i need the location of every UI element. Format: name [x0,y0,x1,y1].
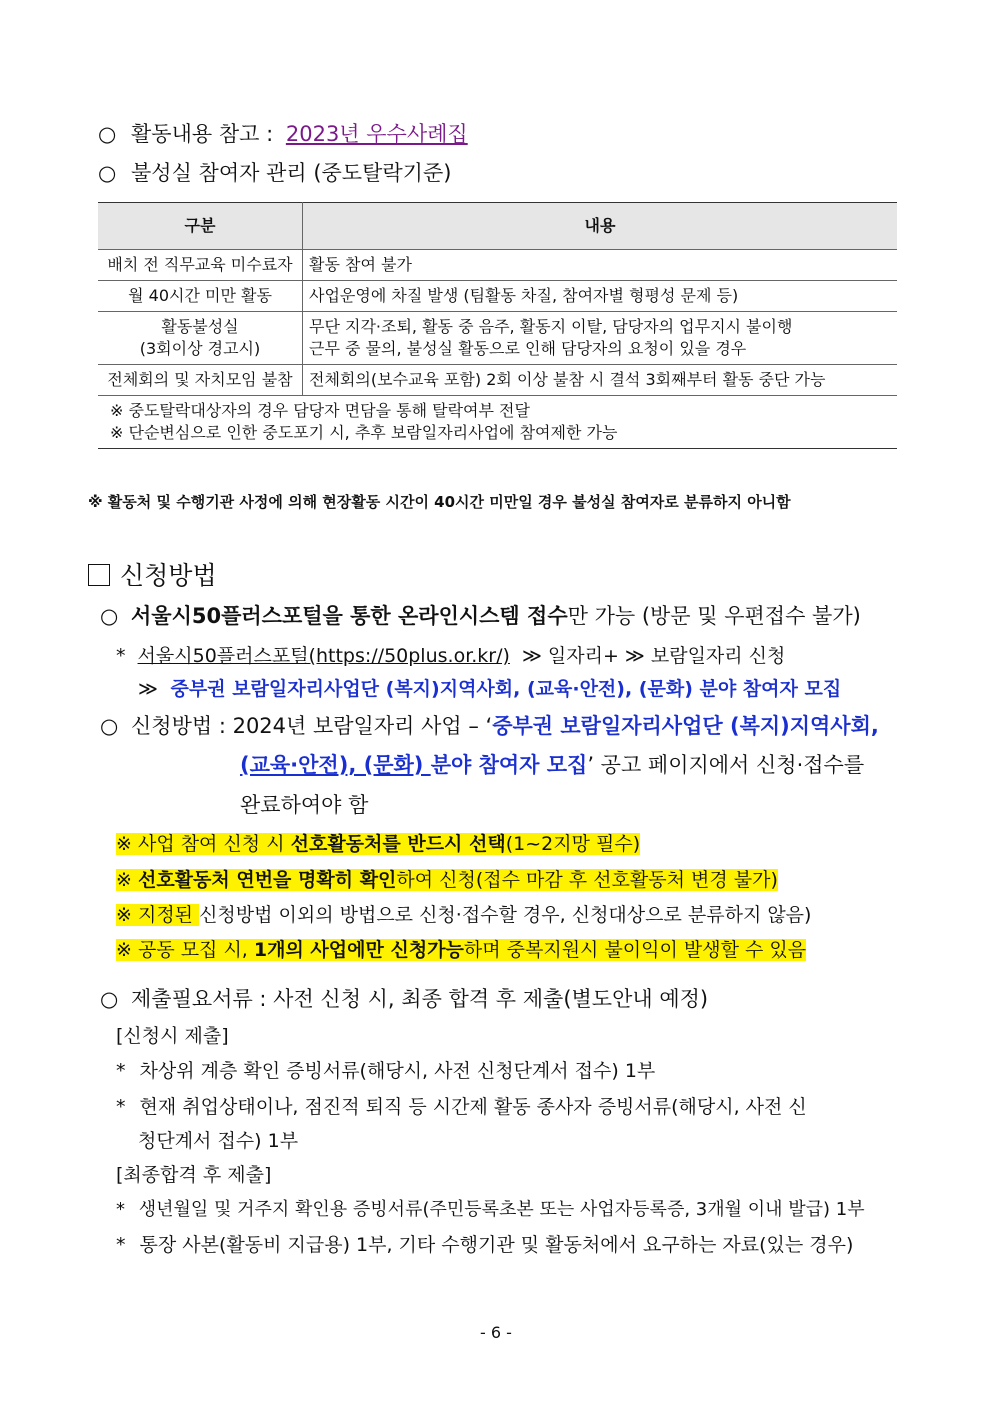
table-row [98,281,897,312]
table-row [98,250,897,281]
highlight-note-text [116,939,806,961]
note-part: ※ [116,869,138,891]
doc-item-text: 현재 취업상태이나, 점진적 퇴직 등 시간제 활동 종사자 증빙서류(해당시, 사전 신 [139,1096,807,1118]
method-blue2a: (교육·안전), (문화) [240,753,431,777]
online-application-line [100,600,861,630]
section-title [88,556,217,592]
method-line1 [100,710,879,740]
header-content: 내용 [303,203,898,250]
online-application-rest: 만 가능 (방문 및 우편접수 불가) [567,604,861,628]
list-item [116,1195,865,1221]
list-item [116,1056,655,1083]
row-category [98,312,303,365]
method-line3: 완료하여야 함 [240,793,369,817]
method-rest2: ’ 공고 페이지에서 신청·접수를 [587,753,865,777]
table-notes-row [98,396,897,449]
method-blue2b: 분야 참여자 모집 [430,753,588,777]
highlight-note [116,935,806,962]
star-bullet: * [116,1060,126,1082]
star-bullet: * [116,645,126,667]
arrow-icon: ≫ [138,678,158,700]
activity-ref-line [98,118,468,148]
bullet-circle: ○ [98,122,117,146]
activity-ref-label: 활동내용 참고 : [131,122,274,146]
portal-link[interactable]: 서울시50플러스포털(https://50plus.or.kr/) [137,645,510,667]
best-practice-link[interactable]: 2023년 우수사례집 [285,122,468,146]
documents-label: 제출필요서류 : 사전 신청 시, 최종 합격 후 제출(별도안내 예정) [131,987,709,1011]
row-category: 월 40시간 미만 활동 [98,281,303,312]
doc-group-title: [신청시 제출] [116,1025,229,1047]
list-item [116,1230,853,1257]
recruit-title: 중부권 보람일자리사업단 (복지)지역사회, (교육·안전), (문화) 분야 참여자 모집 [170,678,842,700]
header-category: 구분 [98,203,303,250]
bullet-circle: ○ [100,714,119,738]
row-category-line1: 활동불성실 [161,317,239,336]
page-number: - 6 - [480,1323,512,1342]
note-part: ※ 공동 모집 시, [116,939,254,961]
doc-item-continuation: 청단계서 접수) 1부 [138,1130,299,1152]
row-content-line2: 근무 중 물의, 불성실 활동으로 인해 담당자의 요청이 있을 경우 [309,339,747,358]
highlight-note-text [116,833,640,855]
row-content: 활동 참여 불가 [303,250,898,281]
table-note: ※ 단순변심으로 인한 중도포기 시, 추후 보람일자리사업에 참여제한 가능 [110,423,618,442]
note-bold: 1개의 사업에만 신청가능 [253,939,464,961]
row-category: 전체회의 및 자치모임 불참 [98,365,303,396]
doc-group-title: [최종합격 후 제출] [116,1164,272,1186]
row-content [303,312,898,365]
doc-item-text: 생년월일 및 거주지 확인용 증빙서류(주민등록초본 또는 사업자등록증, 3개월 이내 발급) 1부 [138,1199,865,1220]
section-title-text: 신청방법 [120,561,217,590]
row-category-line2: (3회이상 경고시) [139,339,261,358]
table-row [98,365,897,396]
method-line2 [240,749,864,779]
doc-item-text: 통장 사본(활동비 지급용) 1부, 기타 수행기관 및 활동처에서 요구하는 자료(있는 경우) [139,1234,854,1256]
portal-path-rest: ≫ 일자리+ ≫ 보람일자리 신청 [521,645,786,667]
dropout-criteria-table [98,202,897,449]
row-content: 전체회의(보수교육 포함) 2회 이상 불참 시 결석 3회째부터 활동 중단 가능 [303,365,898,396]
poor-attendance-heading [98,157,451,187]
star-bullet: * [116,1199,125,1220]
highlight-note [116,865,778,892]
online-application-bold: 서울시50플러스포털을 통한 온라인시스템 접수 [131,604,568,628]
portal-path-line [116,641,785,668]
note-bold: 선호활동처 연번을 명확히 확인 [137,869,397,891]
list-item [116,1092,807,1119]
recruit-title-line [138,674,841,701]
method-label: 신청방법 : 2024년 보람일자리 사업 – ‘ [131,714,493,738]
doc-item-text: 차상위 계층 확인 증빙서류(해당시, 사전 신청단계서 접수) 1부 [139,1060,656,1082]
highlight-note [116,900,811,927]
star-bullet: * [116,1096,126,1118]
bullet-circle: ○ [98,161,117,185]
row-content: 사업운영에 차질 발생 (팀활동 차질, 참여자별 형평성 문제 등) [303,281,898,312]
highlight-note-text [116,869,778,891]
note-part: ※ 사업 참여 신청 시 [116,833,291,855]
documents-line [100,983,708,1013]
row-content-line1: 무단 지각·조퇴, 활동 중 음주, 활동지 이탈, 담당자의 업무지시 불이행 [309,317,793,336]
note-part: 하며 중복지원시 불이익이 발생할 수 있음 [463,939,807,961]
bullet-circle: ○ [100,987,119,1011]
note-part: (1~2지망 필수) [505,833,641,855]
row-category: 배치 전 직무교육 미수료자 [98,250,303,281]
note-bold: 선호활동처를 반드시 선택 [290,833,506,855]
note-part: 신청방법 이외의 방법으로 신청·접수할 경우, 신청대상으로 분류하지 않음) [199,904,812,926]
method-blue1: 중부권 보람일자리사업단 (복지)지역사회, [492,714,879,738]
highlight-note [116,829,640,856]
poor-attendance-label: 불성실 참여자 관리 (중도탈락기준) [131,161,452,185]
note-part: ※ 지정된 [116,904,200,926]
square-bullet-icon [88,564,110,586]
table-note: ※ 중도탈락대상자의 경우 담당자 면담을 통해 탈락여부 전달 [110,401,530,420]
star-bullet: * [116,1234,126,1256]
table-row [98,312,897,365]
table-footnote: ※ 활동처 및 수행기관 사정에 의해 현장활동 시간이 40시간 미만일 경우 불성실 참여자로 분류하지 아니함 [88,493,791,511]
table-notes [98,396,897,449]
bullet-circle: ○ [100,604,119,628]
note-part: 하여 신청(접수 마감 후 선호활동처 변경 불가) [396,869,778,891]
table-header-row [98,203,897,250]
